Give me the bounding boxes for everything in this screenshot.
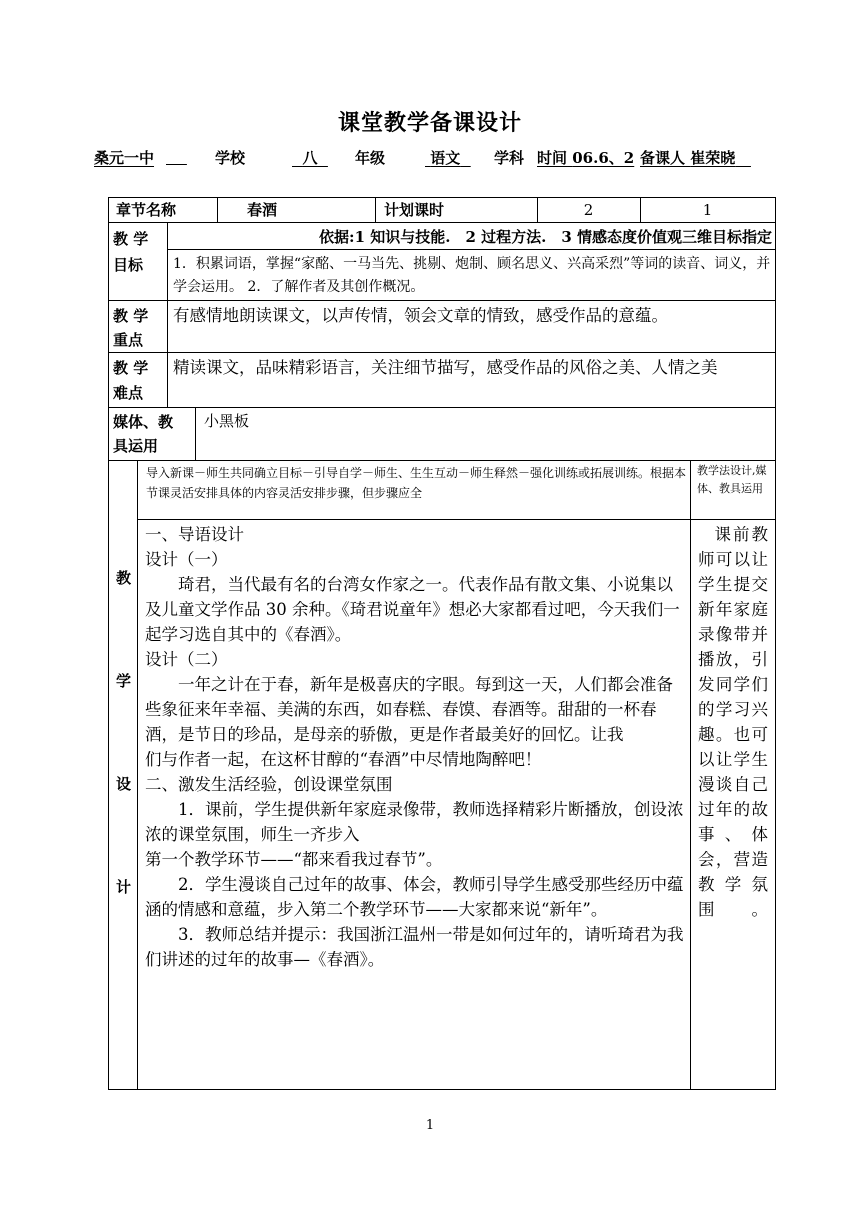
media-label: 媒体、教 具运用 <box>113 413 174 455</box>
objectives-text: 1．积累词语，掌握“家酩、一马当先、挑剔、炮制、顾名思义、兴高采烈”等词的读音、词义，并学会运用。 2．了解作者及其创作概况。 <box>173 256 771 295</box>
design-intro: 导入新课－师生共同确立目标－引导自学－师生、生生互动－师生释然－强化训练或拓展训练。根据本节课灵活安排具体的内容灵活安排步骤，但步骤应全 <box>146 466 687 500</box>
school-underline-fill <box>166 147 187 165</box>
media-text: 小黑板 <box>204 412 250 430</box>
side-note: 课前教师可以让学生提交新年家庭录像带并播放，引发同学们的学习兴趣。也可以让学生漫谈自己过年的故事、体会，营造教学氛围。 <box>698 525 768 919</box>
school-label: 学校 <box>215 149 246 167</box>
key-points-text: 有感情地朗读课文，以声传情，领会文章的情致，感受作品的意蕴。 <box>173 306 668 325</box>
grade-value: 八 <box>302 149 318 167</box>
key-points-label: 教 学 重点 <box>113 307 149 349</box>
design-label-3: 设 <box>116 775 132 793</box>
subject-value: 语文 <box>430 149 461 167</box>
design-label-2: 学 <box>116 672 132 690</box>
design-body: 一、导语设计 设计（一） 琦君，当代最有名的台湾女作家之一。代表作品有散文集、小说集以及儿童文学作品 30 余种。《琦君说童年》想必大家都看过吧，今天我们一起学习选自其中的《春酒》。 设计（二） 一年之计在于春，新年是极喜庆的字眼。每到这一天，人们都会准备些象征来年幸福、美满的东西，如春糕、春馍、春酒等。甜甜的一杯春酒，是节日的珍品，是母亲的骄傲，更是作者最美好的回忆。让我 们与作者一起，在这杯甘醇的“春酒”中尽情地陶醉吧！ 二、激发生活经验，创设课堂氛围 1．课前，学生提供新年家庭录像带，教师选择精彩片断播放，创设浓浓的课堂氛围，师生一齐步入 第一个教学环节——“都来看我过春节”。 2．学生漫谈自己过年的故事、体会，教师引导学生感受那些经历中蕴涵的情感和意蕴，步入第二个教学环节——大家都来说“新年”。 3．教师总结并提示：我国浙江温州一带是如何过年的，请听琦君为我们讲述的过年的故事—《春酒》。 <box>145 525 684 969</box>
hours-current: 1 <box>702 201 713 219</box>
page-number: 1 <box>425 1118 435 1133</box>
objectives-label: 教 学 目标 <box>113 230 149 274</box>
school-name: 桑元一中 <box>94 149 155 167</box>
design-label-4: 计 <box>116 878 132 896</box>
design-label-1: 教 <box>116 569 132 587</box>
subject-label: 学科 <box>494 149 525 167</box>
hours-total: 2 <box>583 201 594 219</box>
chapter-value: 春酒 <box>247 201 278 219</box>
method-label: 教学法设计,媒体、教具运用 <box>697 464 767 495</box>
page-title: 课堂教学备课设计 <box>337 110 522 136</box>
difficulties-text: 精读课文，品味精彩语言，关注细节描写，感受作品的风俗之美、人情之美 <box>173 358 718 377</box>
difficulties-label: 教 学 难点 <box>113 359 149 402</box>
hours-label: 计划课时 <box>384 201 445 219</box>
grade-label: 年级 <box>355 149 386 167</box>
preparer-label: 备课人 崔荣晓 <box>640 149 736 167</box>
chapter-label: 章节名称 <box>116 201 177 219</box>
time-label: 时间 06.6、2 <box>537 149 635 167</box>
objectives-basis: 依据:1 知识与技能. 2 过程方法. 3 情感态度价值观三维目标指定 <box>319 228 772 246</box>
